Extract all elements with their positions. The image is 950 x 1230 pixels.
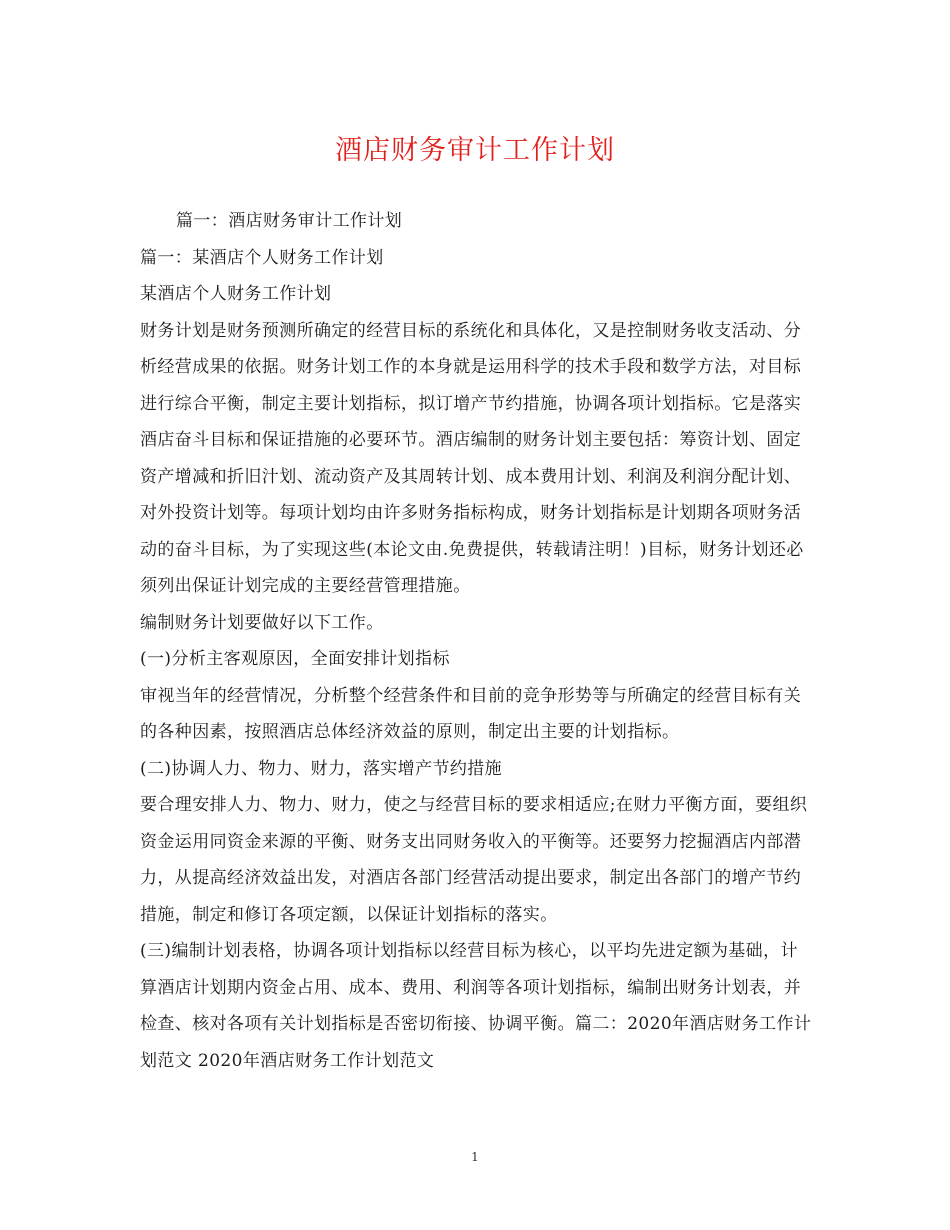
paragraph-intro: 财务计划是财务预测所确定的经营目标的系统化和具体化，又是控制财务收支活动、分析经营成果的依据。财务计划工作的本身就是运用科学的技术手段和数学方法，对目标进行综合平衡，制定主要计划指标，拟订增产节约措施，协调各项计划指标。它是落实酒店奋斗目标和保证措施的必要环节。酒店编制的财务计划主要包括：筹资计划、固定资产增减和折旧汁划、流动资产及其周转计划、成本费用计划、利润及利润分配计划、对外投资计划等。每项计划均由许多财务指标构成，财务计划指标是计划期各项财务活动的奋斗目标，为了实现这些(本论文由.免费提供，转载请注明！)目标，财务计划还必须列出保证计划完成的主要经营管理措施。	[140, 320, 804, 596]
paragraph-section-heading: 篇一：酒店财务审计工作计划	[176, 211, 403, 231]
paragraph-item-2-heading: (二)协调人力、物力、财力，落实增产节约措施	[140, 758, 503, 779]
paragraph-subtitle: 某酒店个人财务工作计划	[140, 284, 332, 304]
page-number: 1	[471, 1150, 479, 1164]
paragraph-lead: 编制财务计划要做好以下工作。	[140, 612, 384, 633]
paragraph-subheading: 篇一：某酒店个人财务工作计划	[140, 247, 384, 268]
document-title: 酒店财务审计工作计划	[335, 135, 615, 166]
paragraph-item-1-body: 审视当年的经营情况，分析整个经营条件和目前的竞争形势等与所确定的经营目标有关的各种因素，按照酒店总体经济效益的原则，制定出主要的计划指标。	[140, 685, 802, 742]
paragraph-item-2-body: 要合理安排人力、物力、财力，使之与经营目标的要求相适应;在财力平衡方面，要组织资金运用同资金来源的平衡、财务支出同财务收入的平衡等。还要努力挖掘酒店内部潜力，从提高经济效益出发，对酒店各部门经营活动提出要求，制定出各部门的增产节约措施，制定和修订各项定额，以保证计划指标的落实。	[140, 795, 808, 925]
paragraph-item-1-heading: (一)分析主客观原因，全面安排计划指标	[140, 649, 450, 669]
paragraph-item-3: (三)编制计划表格，协调各项计划指标以经营目标为核心，以平均先进定额为基础，计算酒店计划期内资金占用、成本、费用、利润等各项计划指标，编制出财务计划表，并检查、核对各项有关计划指标是否密切衔接、协调平衡。篇二：2020年酒店财务工作计划范文 2020年酒店财务工作计划范文	[140, 941, 812, 1071]
document-body	[140, 203, 812, 1079]
